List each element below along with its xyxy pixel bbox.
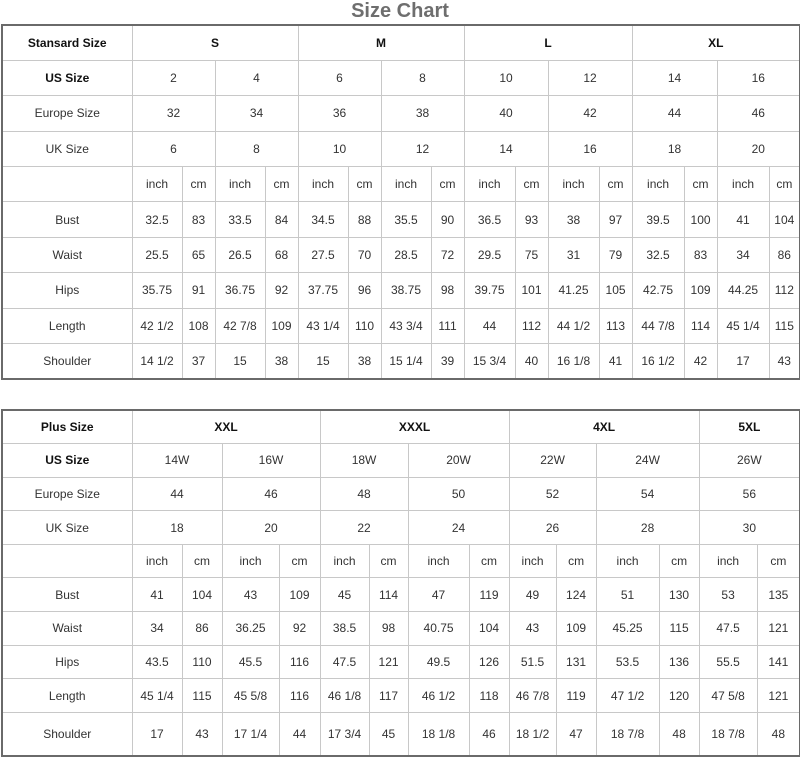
size-value: 18 [632,131,717,166]
plus-size-table [1,409,800,757]
size-value: 32 [132,96,215,131]
measurement-value: 27.5 [298,237,348,272]
measurement-value: 45 [320,578,369,612]
size-letter: XL [632,25,800,60]
measurement-value: 47.5 [320,645,369,679]
unit-label: cm [182,167,215,202]
measurement-value: 53 [699,578,757,612]
size-value: 50 [408,477,509,511]
measurement-value: 34 [132,612,182,646]
measurement-value: 49.5 [408,645,469,679]
table-row [2,237,800,272]
measurement-value: 38.75 [381,273,431,308]
size-value: 6 [132,131,215,166]
measurement-value: 36.75 [215,273,265,308]
measurement-value: 38 [265,344,298,379]
table-row [2,444,800,478]
measurement-value: 31 [548,237,599,272]
size-value: 42 [548,96,632,131]
measurement-label: Length [2,679,132,713]
table-row [2,308,800,343]
measurement-value: 141 [757,645,800,679]
measurement-value: 36.5 [464,202,515,237]
measurement-value: 51.5 [509,645,556,679]
unit-label: inch [132,544,182,578]
size-value: 56 [699,477,800,511]
unit-label: inch [596,544,659,578]
unit-label: inch [699,544,757,578]
measurement-value: 111 [431,308,464,343]
measurement-value: 91 [182,273,215,308]
measurement-value: 92 [265,273,298,308]
size-letter: XXL [132,410,320,444]
measurement-value: 16 1/8 [548,344,599,379]
measurement-value: 41 [132,578,182,612]
measurement-label: Hips [2,273,132,308]
measurement-value: 93 [515,202,548,237]
measurement-value: 109 [556,612,596,646]
measurement-value: 131 [556,645,596,679]
units-row [2,544,800,578]
measurement-value: 115 [182,679,222,713]
measurement-value: 47 1/2 [596,679,659,713]
units-row-label [2,544,132,578]
measurement-value: 38 [548,202,599,237]
measurement-value: 43 1/4 [298,308,348,343]
measurement-value: 44 [464,308,515,343]
size-value: 48 [320,477,408,511]
row-label: Europe Size [2,477,132,511]
size-value: 14W [132,444,222,478]
size-value: 10 [464,60,548,95]
measurement-value: 34 [717,237,769,272]
measurement-value: 109 [265,308,298,343]
size-value: 20W [408,444,509,478]
table-row [2,477,800,511]
measurement-label: Waist [2,612,132,646]
size-value: 4 [215,60,298,95]
measurement-value: 116 [279,679,320,713]
measurement-value: 15 3/4 [464,344,515,379]
measurement-value: 46 1/8 [320,679,369,713]
measurement-value: 45.5 [222,645,279,679]
measurement-value: 72 [431,237,464,272]
measurement-value: 47 5/8 [699,679,757,713]
measurement-value: 35.5 [381,202,431,237]
measurement-label: Hips [2,645,132,679]
measurement-value: 41 [717,202,769,237]
measurement-value: 115 [659,612,699,646]
measurement-value: 104 [182,578,222,612]
table-row [2,645,800,679]
units-row-label [2,167,132,202]
table-row [2,578,800,612]
measurement-value: 55.5 [699,645,757,679]
measurement-value: 49 [509,578,556,612]
measurement-value: 42 1/2 [132,308,182,343]
measurement-value: 79 [599,237,632,272]
measurement-value: 96 [348,273,381,308]
size-value: 2 [132,60,215,95]
measurement-value: 117 [369,679,408,713]
row-label: US Size [2,60,132,95]
measurement-value: 45 1/4 [717,308,769,343]
unit-label: cm [279,544,320,578]
size-category-label: Stansard Size [2,25,132,60]
unit-label: inch [717,167,769,202]
measurement-value: 101 [515,273,548,308]
measurement-value: 130 [659,578,699,612]
table-row [2,60,800,95]
measurement-value: 15 [298,344,348,379]
measurement-value: 110 [182,645,222,679]
measurement-value: 83 [684,237,717,272]
measurement-value: 75 [515,237,548,272]
measurement-value: 42.75 [632,273,684,308]
unit-label: cm [265,167,298,202]
measurement-value: 34.5 [298,202,348,237]
size-value: 14 [632,60,717,95]
unit-label: cm [659,544,699,578]
measurement-value: 43.5 [132,645,182,679]
measurement-value: 43 [222,578,279,612]
measurement-value: 48 [659,712,699,756]
unit-label: inch [509,544,556,578]
size-value: 24W [596,444,699,478]
measurement-value: 119 [556,679,596,713]
measurement-value: 114 [369,578,408,612]
size-value: 46 [717,96,800,131]
measurement-value: 45 [369,712,408,756]
measurement-value: 113 [599,308,632,343]
measurement-value: 44 7/8 [632,308,684,343]
measurement-value: 28.5 [381,237,431,272]
measurement-label: Waist [2,237,132,272]
size-letter: L [464,25,632,60]
measurement-value: 17 1/4 [222,712,279,756]
size-value: 12 [381,131,464,166]
measurement-label: Bust [2,202,132,237]
size-value: 36 [298,96,381,131]
unit-label: inch [215,167,265,202]
table-row [2,511,800,545]
size-letter: M [298,25,464,60]
size-value: 44 [132,477,222,511]
table-row [2,202,800,237]
unit-label: inch [381,167,431,202]
measurement-value: 32.5 [132,202,182,237]
size-value: 54 [596,477,699,511]
size-value: 18 [132,511,222,545]
measurement-value: 136 [659,645,699,679]
size-value: 8 [381,60,464,95]
measurement-value: 86 [182,612,222,646]
measurement-value: 105 [599,273,632,308]
size-value: 26W [699,444,800,478]
size-value: 20 [717,131,800,166]
unit-label: cm [684,167,717,202]
measurement-value: 124 [556,578,596,612]
measurement-value: 47 [408,578,469,612]
measurement-value: 108 [182,308,215,343]
size-value: 16 [717,60,800,95]
measurement-value: 18 1/2 [509,712,556,756]
measurement-label: Bust [2,578,132,612]
size-category-label: Plus Size [2,410,132,444]
size-letter: S [132,25,298,60]
measurement-value: 126 [469,645,509,679]
table-row [2,273,800,308]
measurement-value: 121 [757,612,800,646]
size-header-row [2,410,800,444]
size-value: 8 [215,131,298,166]
measurement-value: 120 [659,679,699,713]
measurement-value: 39 [431,344,464,379]
measurement-value: 109 [279,578,320,612]
size-value: 10 [298,131,381,166]
size-value: 44 [632,96,717,131]
measurement-value: 98 [369,612,408,646]
measurement-value: 17 [717,344,769,379]
measurement-value: 84 [265,202,298,237]
table-row [2,344,800,379]
measurement-value: 42 7/8 [215,308,265,343]
measurement-value: 45 5/8 [222,679,279,713]
measurement-value: 121 [757,679,800,713]
measurement-value: 44.25 [717,273,769,308]
measurement-value: 42 [684,344,717,379]
size-value: 24 [408,511,509,545]
measurement-value: 18 7/8 [699,712,757,756]
row-label: UK Size [2,131,132,166]
size-value: 12 [548,60,632,95]
size-value: 22 [320,511,408,545]
measurement-value: 109 [684,273,717,308]
measurement-value: 98 [431,273,464,308]
size-header-row [2,25,800,60]
measurement-value: 88 [348,202,381,237]
measurement-value: 17 [132,712,182,756]
size-value: 28 [596,511,699,545]
unit-label: inch [132,167,182,202]
unit-label: inch [320,544,369,578]
unit-label: cm [182,544,222,578]
unit-label: cm [348,167,381,202]
measurement-value: 45.25 [596,612,659,646]
size-value: 22W [509,444,596,478]
size-value: 20 [222,511,320,545]
standard-size-table [1,24,800,380]
measurement-value: 104 [769,202,800,237]
measurement-value: 39.5 [632,202,684,237]
measurement-value: 38 [348,344,381,379]
measurement-value: 135 [757,578,800,612]
measurement-label: Shoulder [2,344,132,379]
measurement-value: 37 [182,344,215,379]
unit-label: cm [515,167,548,202]
measurement-value: 121 [369,645,408,679]
unit-label: cm [369,544,408,578]
measurement-value: 38.5 [320,612,369,646]
measurement-value: 36.25 [222,612,279,646]
measurement-value: 92 [279,612,320,646]
size-letter: 4XL [509,410,699,444]
table-row [2,679,800,713]
size-value: 52 [509,477,596,511]
measurement-label: Length [2,308,132,343]
measurement-value: 115 [769,308,800,343]
table-row [2,612,800,646]
unit-label: inch [548,167,599,202]
row-label: US Size [2,444,132,478]
measurement-value: 43 [509,612,556,646]
measurement-value: 41.25 [548,273,599,308]
size-value: 30 [699,511,800,545]
unit-label: inch [222,544,279,578]
units-row [2,167,800,202]
measurement-value: 25.5 [132,237,182,272]
measurement-value: 18 1/8 [408,712,469,756]
measurement-value: 44 1/2 [548,308,599,343]
measurement-value: 43 [182,712,222,756]
measurement-value: 65 [182,237,215,272]
unit-label: inch [298,167,348,202]
unit-label: inch [632,167,684,202]
page-title: Size Chart [351,0,449,22]
measurement-value: 37.75 [298,273,348,308]
unit-label: inch [464,167,515,202]
unit-label: cm [431,167,464,202]
measurement-value: 46 [469,712,509,756]
measurement-value: 44 [279,712,320,756]
unit-label: inch [408,544,469,578]
measurement-value: 29.5 [464,237,515,272]
size-letter: 5XL [699,410,800,444]
size-value: 38 [381,96,464,131]
unit-label: cm [469,544,509,578]
size-value: 14 [464,131,548,166]
measurement-value: 39.75 [464,273,515,308]
measurement-value: 53.5 [596,645,659,679]
measurement-value: 14 1/2 [132,344,182,379]
row-label: Europe Size [2,96,132,131]
measurement-value: 46 1/2 [408,679,469,713]
unit-label: cm [769,167,800,202]
size-letter: XXXL [320,410,509,444]
measurement-value: 112 [515,308,548,343]
measurement-value: 35.75 [132,273,182,308]
measurement-value: 47 [556,712,596,756]
measurement-value: 18 7/8 [596,712,659,756]
size-value: 16W [222,444,320,478]
measurement-value: 47.5 [699,612,757,646]
measurement-value: 112 [769,273,800,308]
size-value: 18W [320,444,408,478]
measurement-value: 48 [757,712,800,756]
measurement-value: 118 [469,679,509,713]
size-value: 34 [215,96,298,131]
measurement-value: 46 7/8 [509,679,556,713]
measurement-value: 41 [599,344,632,379]
measurement-value: 17 3/4 [320,712,369,756]
measurement-value: 15 1/4 [381,344,431,379]
size-value: 6 [298,60,381,95]
measurement-value: 110 [348,308,381,343]
measurement-value: 104 [469,612,509,646]
measurement-value: 119 [469,578,509,612]
measurement-value: 51 [596,578,659,612]
measurement-value: 86 [769,237,800,272]
measurement-value: 15 [215,344,265,379]
unit-label: cm [599,167,632,202]
size-value: 46 [222,477,320,511]
measurement-value: 114 [684,308,717,343]
table-row [2,96,800,131]
measurement-value: 70 [348,237,381,272]
measurement-value: 116 [279,645,320,679]
measurement-label: Shoulder [2,712,132,756]
measurement-value: 43 3/4 [381,308,431,343]
measurement-value: 33.5 [215,202,265,237]
size-value: 40 [464,96,548,131]
unit-label: cm [757,544,800,578]
measurement-value: 45 1/4 [132,679,182,713]
measurement-value: 16 1/2 [632,344,684,379]
row-label: UK Size [2,511,132,545]
measurement-value: 83 [182,202,215,237]
measurement-value: 100 [684,202,717,237]
measurement-value: 40.75 [408,612,469,646]
table-row [2,712,800,756]
measurement-value: 26.5 [215,237,265,272]
unit-label: cm [556,544,596,578]
measurement-value: 32.5 [632,237,684,272]
measurement-value: 90 [431,202,464,237]
table-row [2,131,800,166]
size-value: 16 [548,131,632,166]
measurement-value: 40 [515,344,548,379]
size-value: 26 [509,511,596,545]
measurement-value: 97 [599,202,632,237]
measurement-value: 68 [265,237,298,272]
measurement-value: 43 [769,344,800,379]
